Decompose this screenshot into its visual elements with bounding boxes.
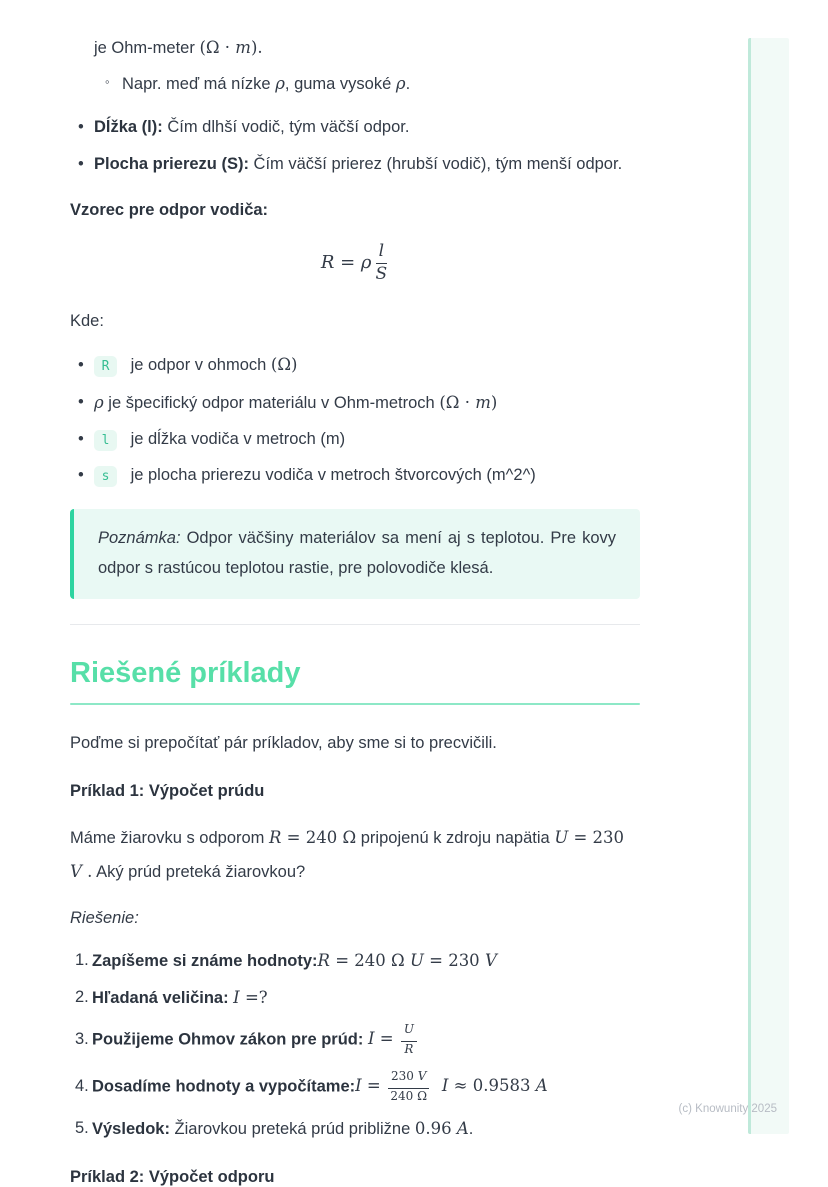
step-3 <box>75 1023 640 1057</box>
section-divider <box>70 624 640 625</box>
ohm-meter-unit-math: (Ω · m). <box>199 38 263 57</box>
text-segment: je dĺžka vodiča v metroch (m) <box>126 429 346 448</box>
text-segment: Žiarovkou preteká prúd približne <box>169 1119 415 1138</box>
voltage-value-math: U = 230 V . <box>70 827 625 881</box>
page-edge-band <box>748 38 789 1134</box>
step-1-text <box>92 949 497 973</box>
rho-symbol: ρ <box>275 74 285 94</box>
list-item-length <box>78 116 640 139</box>
text-segment: . <box>405 75 411 94</box>
example2-title: Príklad 2: Výpočet odporu <box>70 1167 275 1186</box>
section-title: Riešené príklady <box>70 656 301 689</box>
list-item-l <box>78 428 640 451</box>
unknown-math: I =? <box>233 987 268 1007</box>
step-number: 3. <box>75 1030 89 1049</box>
note-callout <box>70 509 640 599</box>
where-label: Kde: <box>70 312 104 331</box>
result-math: 0.96 A <box>414 1118 469 1138</box>
example1-body <box>70 821 640 889</box>
factor-list <box>70 116 640 176</box>
bold-lead: Plocha prierezu (S): <box>94 155 249 174</box>
text-segment: Čím dlhší vodič, tým väčší odpor. <box>162 118 410 137</box>
display-formula <box>70 242 640 284</box>
text-segment: , guma vysoké <box>284 75 396 94</box>
ohm-unit-math: (Ω) <box>270 355 298 375</box>
section-intro-paragraph: Poďme si prepočítať pár príkladov, aby sme si to precvičili. <box>70 733 497 752</box>
bold-lead: Hľadaná veličina: <box>92 988 234 1007</box>
step-number: 4. <box>75 1077 89 1096</box>
where-l-text <box>94 428 345 451</box>
code-badge-l: l <box>94 430 117 451</box>
list-item-R <box>78 353 640 377</box>
text-segment: pripojenú k zdroju napätia <box>356 828 555 847</box>
rho-symbol: ρ <box>395 74 406 94</box>
where-R-text <box>94 353 297 377</box>
text-segment: je špecifický odpor materiálu v Ohm-metroch <box>103 393 440 412</box>
text-segment: Čím väčší prierez (hrubší vodič), tým menší odpor. <box>248 155 623 174</box>
resistance-value-math: R = 240 Ω <box>269 827 357 847</box>
cross-section-text <box>94 153 622 176</box>
rho-symbol: ρ <box>94 392 104 412</box>
bold-lead: Zapíšeme si známe hodnoty: <box>92 951 318 970</box>
substitution-math: I = $\frac{230 V}{240 \Omega}$ I ≈ 0.9583 A <box>355 1068 548 1103</box>
text-segment: Aký prúd preteká žiarovkou? <box>92 862 306 881</box>
step-number: 1. <box>75 951 89 970</box>
resistance-formula-math: R = ρ $\frac{l}{S}$ <box>320 241 388 284</box>
paragraph-ohm-meter <box>94 36 640 60</box>
where-rho-text <box>94 391 497 415</box>
ohm-meter-text: je Ohm-meter <box>94 39 200 57</box>
bold-lead: Dosadíme hodnoty a vypočítame: <box>92 1077 356 1096</box>
step-number: 5. <box>75 1119 89 1138</box>
disc-bullet: • <box>78 355 84 374</box>
text-segment: . <box>468 1119 474 1138</box>
step-5 <box>75 1117 640 1141</box>
list-item-rho-example <box>70 72 640 96</box>
text-segment: je odpor v ohmoch <box>126 356 271 375</box>
step-3-text <box>92 1023 419 1057</box>
list-item-S <box>78 464 640 487</box>
ohm-meter-unit-math: (Ω · m) <box>439 392 498 412</box>
disc-bullet: • <box>78 118 84 137</box>
copyright-watermark: (c) Knowunity 2025 <box>678 1103 777 1115</box>
step-2 <box>75 986 640 1010</box>
page-content <box>70 36 640 1187</box>
disc-bullet: • <box>78 465 84 484</box>
formula-heading: Vzorec pre odpor vodiča: <box>70 201 269 220</box>
where-list <box>70 353 640 486</box>
text-segment: Napr. meď má nízke <box>122 75 276 94</box>
list-item-cross-section <box>78 153 640 176</box>
length-text <box>94 116 409 139</box>
disc-bullet: • <box>78 393 84 412</box>
ohm-law-math: I = $\frac{U}{R}$ <box>368 1029 419 1048</box>
bold-lead: Dĺžka (l): <box>94 118 163 137</box>
step-1 <box>75 949 640 973</box>
step-4-text <box>92 1070 548 1104</box>
section-title-underline <box>70 703 640 705</box>
where-S-text <box>94 464 536 487</box>
solution-steps <box>70 949 640 1141</box>
note-label: Poznámka: <box>98 528 181 547</box>
bold-lead: Použijeme Ohmov zákon pre prúd: <box>92 1030 368 1049</box>
code-badge-R: R <box>94 356 117 377</box>
circle-bullet: ◦ <box>105 74 110 90</box>
rho-example-text <box>122 72 410 96</box>
text-segment: Máme žiarovku s odporom <box>70 828 269 847</box>
note-text: Odpor väčšiny materiálov sa mení aj s teplotou. Pre kovy odpor s rastúcou teplotou rastie, pre polovodiče klesá. <box>98 528 616 578</box>
step-5-text <box>92 1117 473 1141</box>
step-4 <box>75 1070 640 1104</box>
disc-bullet: • <box>78 429 84 448</box>
list-item-rho <box>78 391 640 415</box>
text-segment: je plocha prierezu vodiča v metroch štvorcových (m^2^) <box>126 465 536 484</box>
example1-title: Príklad 1: Výpočet prúdu <box>70 781 265 800</box>
bold-lead: Výsledok: <box>92 1119 170 1138</box>
code-badge-S: s <box>94 466 117 487</box>
solution-label: Riešenie: <box>70 908 139 927</box>
step-number: 2. <box>75 988 89 1007</box>
disc-bullet: • <box>78 155 84 174</box>
known-values-math: R = 240 Ω U = 230 V <box>317 950 497 970</box>
step-2-text <box>92 986 268 1010</box>
